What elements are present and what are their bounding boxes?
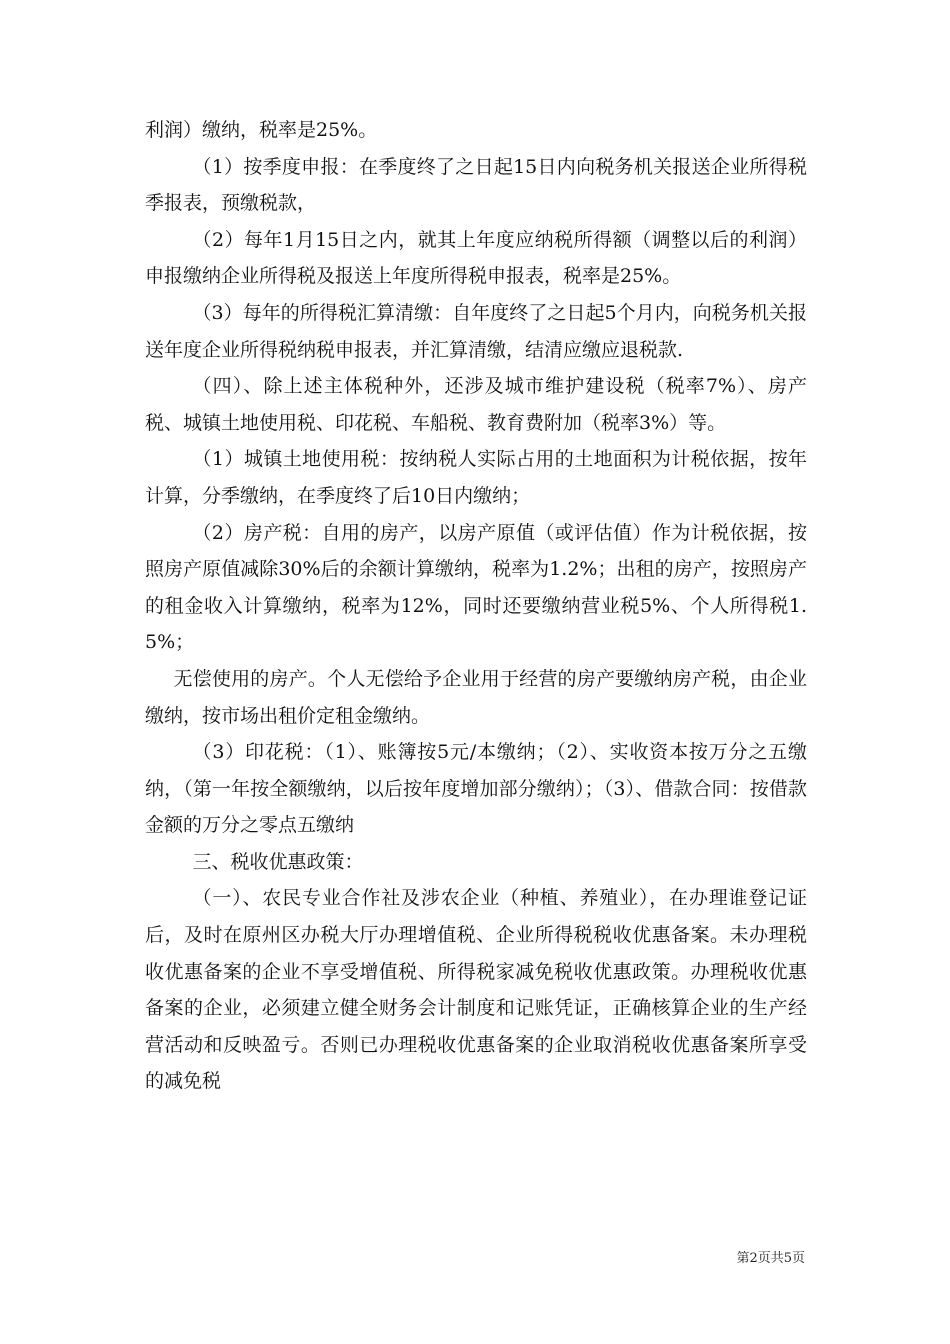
paragraph: 无偿使用的房产。个人无偿给予企业用于经营的房产要缴纳房产税，由企业缴纳，按市场出租价定租金缴纳。	[145, 667, 807, 727]
paragraph: （1）城镇土地使用税：按纳税人实际占用的土地面积为计税依据，按年计算，分季缴纳，在季度终了后10日内缴纳；	[145, 448, 807, 507]
paragraph: 利润）缴纳，税率是25%。	[145, 119, 378, 141]
page-number: 第2页共5页	[736, 1251, 805, 1266]
paragraph: （3）每年的所得税汇算清缴：自年度终了之日起5个月内，向税务机关报送年度企业所得税纳税申报表，并汇算清缴，结清应缴应退税款.	[145, 301, 807, 361]
paragraph: （2）房产税：自用的房产，以房产原值（或评估值）作为计税依据，按照房产原值减除30%后的余额计算缴纳，税率为1.2%；出租的房产，按照房产的租金收入计算缴纳，税率为12%，同时还要缴纳营业税5%、个人所得税1.5%；	[145, 521, 807, 654]
paragraph: （2）每年1月15日之内，就其上年度应纳税所得额（调整以后的利润）申报缴纳企业所得税及报送上年度所得税申报表，税率是25%。	[145, 228, 807, 288]
paragraph: （1）按季度申报：在季度终了之日起15日内向税务机关报送企业所得税季报表，预缴税款，	[145, 155, 807, 215]
paragraph: （3）印花税：（1）、账簿按5元/本缴纳；（2）、实收资本按万分之五缴纳，（第一年按全额缴纳，以后按年度增加部分缴纳）；（3）、借款合同：按借款金额的万分之零点五缴纳	[145, 741, 807, 837]
document-body	[145, 112, 807, 1100]
paragraph: （四）、除上述主体税种外，还涉及城市维护建设税（税率7%）、房产税、城镇土地使用税、印花税、车船税、教育费附加（税率3%）等。	[145, 375, 807, 434]
section-heading: 三、税收优惠政策：	[192, 850, 364, 873]
paragraph: （一）、农民专业合作社及涉农企业（种植、养殖业），在办理谁登记证后，及时在原州区办税大厅办理增值税、企业所得税税收优惠备案。未办理税收优惠备案的企业不享受增值税、所得税家减免税收优惠政策。办理税收优惠备案的企业，必须建立健全财务会计制度和记账凭证，正确核算企业的生产经营活动和反映盈亏。否则已办理税收优惠备案的企业取消税收优惠备案所享受的减免税	[145, 887, 807, 1093]
